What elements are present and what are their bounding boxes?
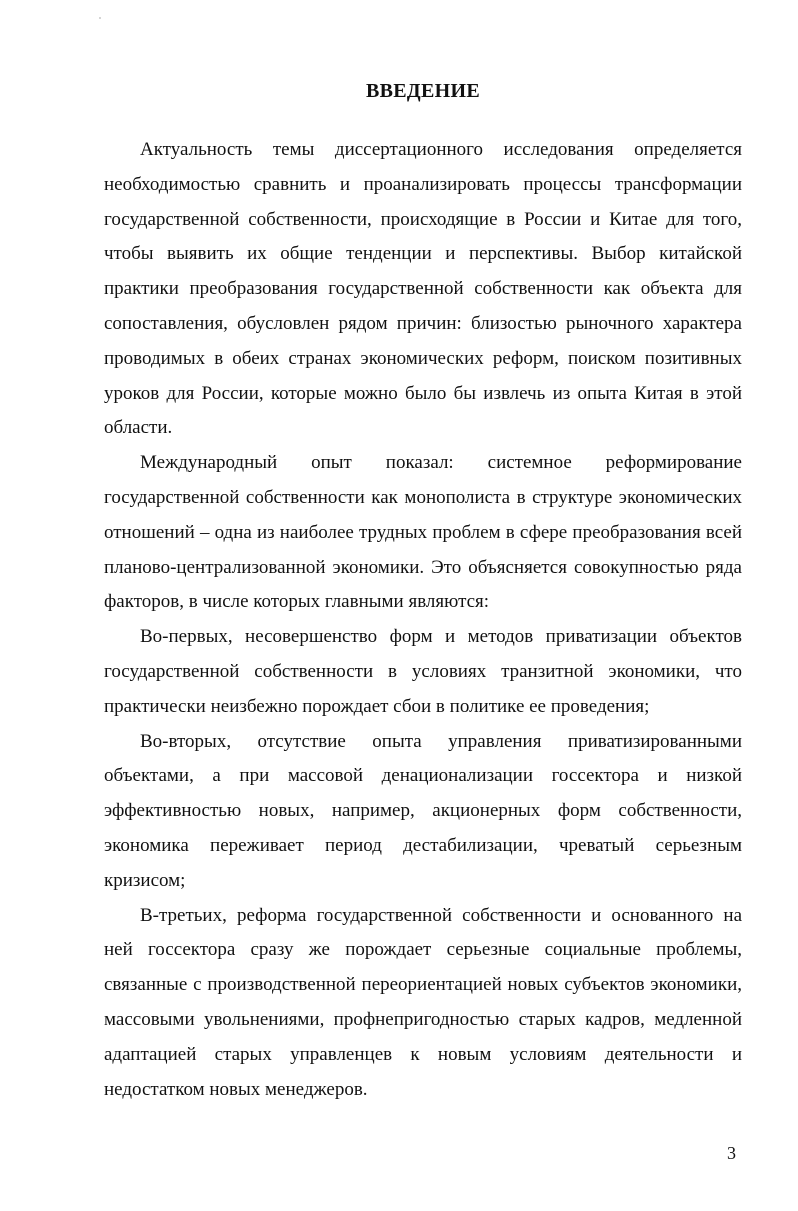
paragraph-second-factor: Во-вторых, отсутствие опыта управления приватизированными объектами, а при массовой денационализации госсектора и низкой эффективностью новых, например, акционерных форм собственности, экономика переживает период дестабилизации, чреватый серьезным кризисом; (104, 730, 742, 891)
paragraph-first-factor: Во-первых, несовершенство форм и методов приватизации объектов государственной собственности в условиях транзитной экономики, что практически неизбежно порождает сбои в политике ее проведения; (104, 626, 742, 717)
body-text (104, 133, 742, 1107)
paragraph-relevance: Актуальность темы диссертационного исследования определяется необходимостью сравнить и проанализировать процессы трансформации государственной собственности, происходящие в России и Китае для того, чтобы выявить их общие тенденции и перспективы. Выбор китайской практики преобразования государственной собственности как объекта для сопоставления, обусловлен рядом причин: близостью рыночного характера проводимых в обеих странах экономических реформ, поиском позитивных уроков для России, которые можно было бы извлечь из опыта Китая в этой области. (104, 139, 742, 439)
scan-speck (99, 17, 101, 19)
page-number: 3 (727, 1143, 736, 1163)
page-title: ВВЕДЕНИЕ (366, 80, 480, 102)
paragraph-third-factor: В-третьих, реформа государственной собственности и основанного на ней госсектора сразу же порождает серьезные социальные проблемы, связанные с производственной переориентацией новых субъектов экономики, массовыми увольнениями, профнепригодностью старых кадров, медленной адаптацией старых управленцев к новым условиям деятельности и недостатком новых менеджеров. (104, 904, 742, 1100)
paragraph-international-experience: Международный опыт показал: системное реформирование государственной собственности как монополиста в структуре экономических отношений – одна из наиболее трудных проблем в сфере преобразования всей планово-централизованной экономики. Это объясняется совокупностью ряда факторов, в числе которых главными являются: (104, 452, 742, 613)
